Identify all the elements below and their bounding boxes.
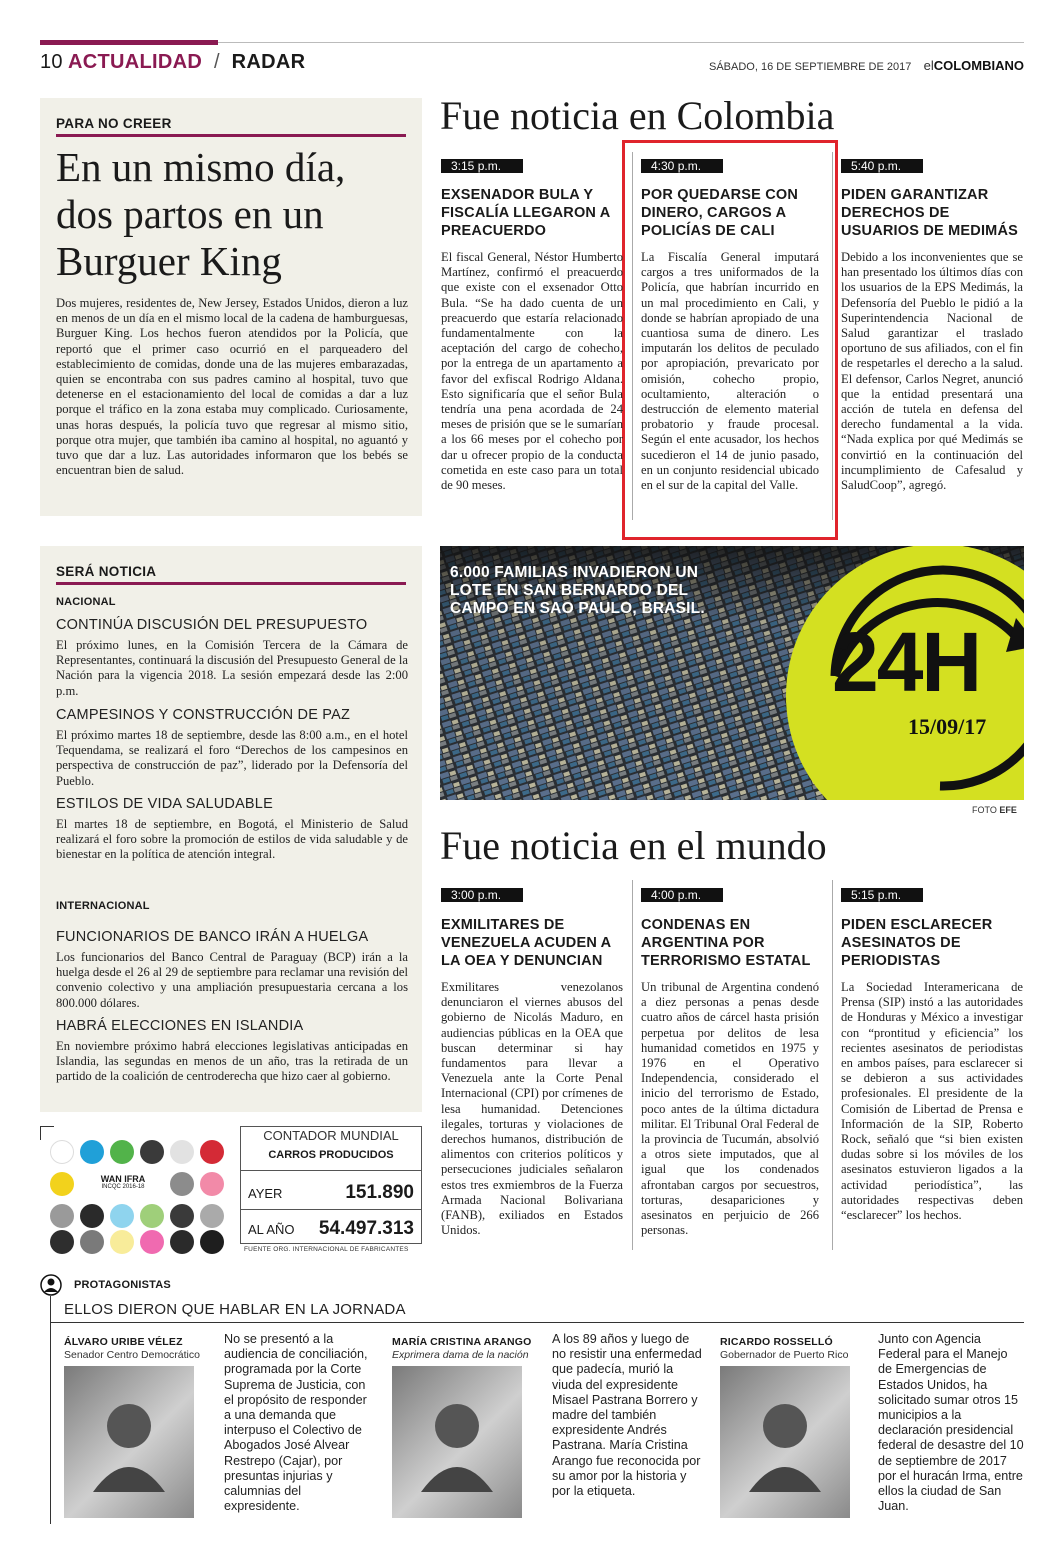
contador-row-value: 151.890: [345, 1182, 414, 1203]
color-patch: [110, 1204, 134, 1228]
item-headline[interactable]: EXMILITARES DE VENEZUELA ACUDEN A LA OEA Y DENUNCIAN: [441, 917, 611, 969]
chart-corner: [40, 1126, 54, 1127]
photo-credit: [972, 805, 1017, 815]
box-rule: [56, 134, 406, 137]
item-body: Exmilitares venezolanos denunciaron el viernes abusos del gobierno de Nicolás Maduro, en audiencias públicas en la OEA que buscan determinar si hay fundamentos para llevar a Venezuela ante la Corte Penal Internacional (CPI) por crímenes de lesa humanidad. Detenciones ilegales, torturas y violaciones de derechos humanos, distribución de alimentos con criterios políticos y persecuciones judiciales señalaron estos tres exmiembros de la Fuerza Armada Nacional Bolivariana (FANB), exiliados en Estados Unidos.: [441, 980, 623, 1238]
person-role: Gobernador de Puerto Rico: [720, 1349, 849, 1361]
colombia-section-title: Fue noticia en Colombia: [440, 93, 835, 138]
subsection-name[interactable]: RADAR: [231, 51, 306, 73]
vertical-rule: [50, 1296, 51, 1524]
header-rule: [218, 42, 1024, 43]
person-role: Exprimera dama de la nación: [392, 1349, 529, 1361]
person-photo: [392, 1366, 522, 1518]
box-tag: SERÁ NOTICIA: [56, 564, 157, 579]
time-label: 5:40 p.m.: [841, 159, 923, 173]
item-body: La Sociedad Interamericana de Prensa (SIP) instó a las autoridades de Honduras y México a investigar con “prontitud y eficiencia” los recientes asesinatos de periodistas en ambos países, para esclarecer si se debieron a sus actividades profesionales. El presidente de la Comisión de Libertad de Prensa e Información de la SIP, Roberto Rock, señaló que “si bien existen dudas sobre si los móviles de los asesinatos estuvieron ligados a la actividad periodística”, las autoridades respectivas deben “esclarecer” los hechos.: [841, 980, 1023, 1223]
protagonistas-headline: ELLOS DIERON QUE HABLAR EN LA JORNADA: [64, 1301, 406, 1318]
color-patch: [140, 1230, 164, 1254]
color-patch: [170, 1204, 194, 1228]
photo-caption: 6.000 FAMILIAS INVADIERON UN LOTE EN SAN BERNARDO DEL CAMPO EN SAO PAULO, BRASIL.: [450, 564, 705, 617]
person-icon: [40, 1274, 62, 1296]
color-patch: [80, 1140, 104, 1164]
protagonist: [392, 1332, 704, 1522]
item-body: Los funcionarios del Banco Central de Paraguay (BCP) irán a la huelga desde el 26 al 29 de septiembre para reclamar una revisión del convenio colectivo y una ampliación presupuestaria cercana a los 800.000 dólares.: [56, 950, 408, 1010]
color-control-chart: [40, 1126, 226, 1258]
wan-ifra-logo: [80, 1174, 166, 1190]
person-role: Senador Centro Democrático: [64, 1349, 200, 1361]
person-photo: [64, 1366, 194, 1518]
protagonist: [64, 1332, 374, 1522]
item-head[interactable]: FUNCIONARIOS DE BANCO IRÁN A HUELGA: [56, 929, 369, 945]
header-accent-bar: [40, 40, 218, 45]
person-photo: [720, 1366, 850, 1518]
person-text: Junto con Agencia Federal para el Manejo de Emergencias de Estados Unidos, ha solicitado sumar otros 15 municipios a la declaración presidencial federal de desastre del 10 de septiembre de 2017 por el huracán Irma, entre ellos la ciudad de San Juan.: [878, 1332, 1024, 1514]
item-head[interactable]: ESTILOS DE VIDA SALUDABLE: [56, 796, 273, 812]
color-patch: [80, 1230, 104, 1254]
color-patch: [200, 1204, 224, 1228]
news-photo[interactable]: [440, 546, 1024, 800]
item-headline[interactable]: CONDENAS EN ARGENTINA POR TERRORISMO ESTATAL: [641, 917, 811, 969]
page-number: 10: [40, 51, 63, 73]
contador-title: CONTADOR MUNDIAL: [263, 1128, 399, 1143]
color-patch: [50, 1230, 74, 1254]
item-headline[interactable]: POR QUEDARSE CON DINERO, CARGOS A POLICÍAS DE CALI: [641, 187, 799, 239]
wan-ifra-logo-sub: INCQC 2016-18: [101, 1184, 145, 1190]
item-head[interactable]: CONTINÚA DISCUSIÓN DEL PRESUPUESTO: [56, 617, 368, 633]
time-label: 4:00 p.m.: [641, 888, 723, 902]
item-body: La Fiscalía General imputará cargos a tres uniformados de la Policía, que habrían incurrido en un mal procedimiento en Cali, y donde se habrían apropiado de una cuantiosa suma de dinero. Les imputarán los delitos de peculado por apropiación, prevaricato por omisión, cohecho propio, ocultamiento, alteración o destrucción de elemento material probatorio y fraude procesal. Según el ente acusador, los hechos sucedieron el 14 de junio pasado, en un conjunto residencial ubicado en el sur de la capital del Valle.: [641, 250, 819, 493]
color-patch: [200, 1172, 224, 1196]
item-head[interactable]: HABRÁ ELECCIONES EN ISLANDIA: [56, 1018, 304, 1034]
badge-24h: 24H: [832, 615, 981, 709]
color-patch: [200, 1230, 224, 1254]
sera-noticia-box: [40, 546, 422, 1112]
color-patch: [80, 1204, 104, 1228]
color-patch: [110, 1230, 134, 1254]
portrait-placeholder-icon: [417, 1392, 497, 1492]
time-label: 3:15 p.m.: [441, 159, 523, 173]
contador-divider: [240, 1209, 422, 1210]
wan-ifra-logo-text: WAN IFRA: [100, 1174, 146, 1184]
time-label: 4:30 p.m.: [641, 159, 723, 173]
item-body: El próximo martes 18 de septiembre, desde las 8:00 a.m., en el hotel Tequendama, se realizará el foro “Derechos de los campesinos en perspectiva de construcción de paz”, liderado por la Defensoría del Pueblo.: [56, 728, 408, 788]
color-patch: [170, 1140, 194, 1164]
contador-subtitle: CARROS PRODUCIDOS: [268, 1149, 394, 1161]
item-body: El fiscal General, Néstor Humberto Martínez, confirmó el preacuerdo que existe con el exsenador Otto Bula. “Se ha dado cuenta de un preacuerdo que estaría relacionado fundamentalmente con la aceptación del cargo de cohecho, por la entrega de un apartamento a favor del exfiscal Rodrigo Aldana. Esto significaría que el señor Bula tendría una pena acordada de 24 meses de prisión que se le sumarían a los 66 meses por el cohecho por dar u ofrecer propio de la conducta cometida en este caso para un total de 90 meses.: [441, 250, 623, 493]
brand-prefix: el: [923, 58, 934, 73]
color-patch: [110, 1140, 134, 1164]
person-name[interactable]: RICARDO ROSSELLÓ: [720, 1336, 833, 1348]
time-label: 5:15 p.m.: [841, 888, 923, 902]
credit-label: FOTO: [972, 805, 997, 815]
item-headline[interactable]: EXSENADOR BULA Y FISCALÍA LLEGARON A PREACUERDO: [441, 187, 610, 239]
box-rule: [56, 582, 406, 585]
section-name[interactable]: ACTUALIDAD: [67, 51, 203, 73]
person-text: No se presentó a la audiencia de conciliación, programada por la Corte Suprema de Justicia, con el propósito de responder a una demanda que interpuso el Colectivo de Abogados José Alvear Restrepo (Cajar), por presuntas injurias y calumnias del expresidente.: [224, 1332, 368, 1514]
color-patch: [200, 1140, 224, 1164]
time-label: 3:00 p.m.: [441, 888, 523, 902]
color-patch: [50, 1172, 74, 1196]
contador-row-value: 54.497.313: [318, 1218, 414, 1239]
color-patch: [140, 1140, 164, 1164]
section-separator: /: [213, 51, 220, 73]
para-no-creer-box: [40, 98, 422, 516]
section-header: [40, 51, 305, 74]
badge-date: 15/09/17: [908, 714, 987, 739]
headline-rule: [50, 1322, 1024, 1323]
box-tag: PARA NO CREER: [56, 116, 172, 131]
chart-corner: [40, 1126, 41, 1140]
color-patch: [170, 1172, 194, 1196]
item-body: Un tribunal de Argentina condenó a diez personas a penas desde cuatro años de cárcel hasta prisión perpetua por delitos de lesa humanidad cometidos en 1975 y 1976 en el Operativo Independencia, considerado el inicio del terrorismo de Estado, poco antes de la última dictadura militar. El Tribunal Oral Federal de la provincia de Tucumán, absolvió a otros siete imputados, que al igual que los condenados afrontaban cargos por secuestros, torturas, desapariciones y asesinatos en perjuicio de 266 personas.: [641, 980, 819, 1238]
item-body: El martes 18 de septiembre, en Bogotá, el Ministerio de Salud realizará el foro sobre la promoción de estilos de vida saludable y de bienestar en la política de atención integral.: [56, 817, 408, 862]
item-body: Debido a los inconvenientes que se han presentado los últimos días con los usuarios de la EPS Medimás, la Defensoría del Pueblo le pidió a la Superintendencia Nacional de Salud garantizar el traslado oportuno de sus afiliados, con el fin de respetarles el derecho a la salud. El defensor, Carlos Negret, anunció que la entidad presentará una acción de tutela en defensa del derecho fundamental a la vida. “Nada explica por qué Medimás se convirtió en la continuación del incumplimiento de Cafesalud y SaludCoop”, agregó.: [841, 250, 1023, 493]
issue-date: SÁBADO, 16 DE SEPTIEMBRE DE 2017: [709, 61, 912, 73]
nacional-label: NACIONAL: [56, 596, 116, 608]
column-divider: [632, 880, 633, 1250]
mundo-section-title: Fue noticia en el mundo: [440, 823, 827, 868]
portrait-placeholder-icon: [745, 1392, 825, 1492]
item-head[interactable]: CAMPESINOS Y CONSTRUCCIÓN DE PAZ: [56, 707, 351, 723]
person-name[interactable]: ÁLVARO URIBE VÉLEZ: [64, 1336, 183, 1348]
protagonist: [720, 1332, 1024, 1522]
brand-name: COLOMBIANO: [933, 58, 1024, 73]
story-body: Dos mujeres, residentes de, New Jersey, Estados Unidos, dieron a luz en menos de un día en el mismo local de la cadena de hamburguesas, Burguer King. Los hechos fueron atendidos por la Policía, que reportó que el primer caso ocurrió en el parqueadero del establecimiento de comidas, donde una de las mujeres embarazadas, quien se encontraba con sus padres camino al hospital, tuvo que detenerse en el estacionamiento del local de comidas a dar a luz porque el tráfico en la zona estaba muy complicado. Curiosamente, unas horas después, la policía tuvo que regresar al mismo sitio, porque otra mujer, que también iba camino al hospital, no aguantó y tuvo que dar a luz. Las autoridades informaron que los bebés se encuentran bien de salud.: [56, 296, 408, 478]
color-patch: [170, 1230, 194, 1254]
story-title[interactable]: En un mismo día, dos partos en un Burguer King: [56, 144, 346, 284]
protagonistas-section: [40, 1274, 1024, 1524]
color-patch: [140, 1204, 164, 1228]
portrait-placeholder-icon: [89, 1392, 169, 1492]
credit-source: EFE: [999, 805, 1017, 815]
person-name[interactable]: MARÍA CRISTINA ARANGO: [392, 1336, 532, 1348]
item-body: En noviembre próximo habrá elecciones legislativas anticipadas en Islandia, las segundas en menos de un año, tras la retirada de un partido de la coalición de centroderecha que hizo caer al gobierno.: [56, 1039, 408, 1084]
color-patch: [50, 1204, 74, 1228]
person-text: A los 89 años y luego de no resistir una enfermedad que padecía, murió la viuda del expresidente Misael Pastrana Borrero y madre del también expresidente Andrés Pastrana. María Cristina Arango fue reconocida por su amor por la historia y por la etiqueta.: [552, 1332, 702, 1499]
item-headline[interactable]: PIDEN ESCLARECER ASESINATOS DE PERIODISTAS: [841, 917, 993, 969]
contador-divider: [240, 1170, 422, 1171]
column-divider: [832, 880, 833, 1250]
color-patch: [50, 1140, 74, 1164]
protagonistas-tag: PROTAGONISTAS: [74, 1279, 171, 1291]
internacional-label: INTERNACIONAL: [56, 900, 150, 912]
contador-source: FUENTE ORG. INTERNACIONAL DE FABRICANTES: [244, 1246, 409, 1253]
masthead-right: [709, 58, 1024, 73]
item-body: El próximo lunes, en la Comisión Tercera de la Cámara de Representantes, continuará la discusión del Presupuesto General de la Nación para la vigencia 2018. La sesión empezará desde las 2:00 p.m.: [56, 638, 408, 698]
item-headline[interactable]: PIDEN GARANTIZAR DERECHOS DE USUARIOS DE MEDIMÁS: [841, 187, 1019, 239]
contador-mundial: [240, 1126, 422, 1256]
contador-row-label: AYER: [248, 1186, 283, 1201]
contador-row-label: AL AÑO: [248, 1222, 295, 1237]
